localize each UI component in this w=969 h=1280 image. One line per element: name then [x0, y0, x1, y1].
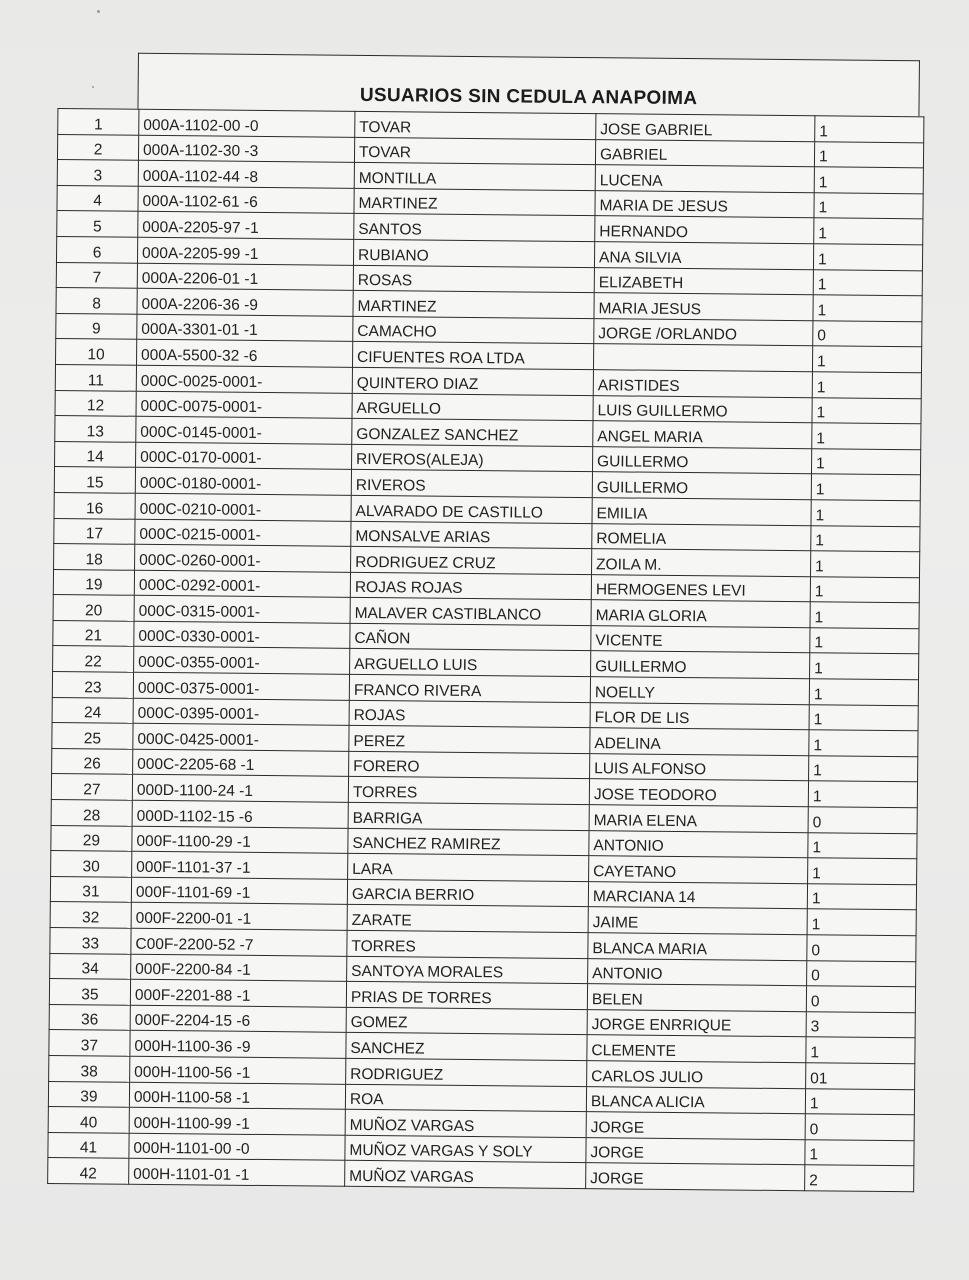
count-value: 1 [809, 756, 918, 783]
cadastral-code: 000A-2205-97 -1 [138, 212, 354, 240]
row-number: 8 [56, 288, 137, 314]
paper-speck [92, 86, 94, 88]
paper-speck [97, 10, 100, 13]
count-value: 1 [811, 551, 920, 578]
count-value: 1 [814, 218, 923, 245]
cadastral-code: 000C-0075-0001- [136, 391, 352, 419]
last-name: TOVAR [355, 111, 596, 139]
row-number: 33 [50, 927, 131, 953]
first-name [593, 344, 812, 372]
document-sheet [47, 52, 926, 1250]
count-value: 1 [810, 628, 919, 655]
row-number: 42 [48, 1158, 129, 1184]
last-name: RIVEROS(ALEJA) [352, 444, 593, 472]
last-name: GARCIA BERRIO [347, 879, 588, 907]
first-name: ANTONIO [588, 958, 807, 986]
cadastral-code: 000A-5500-32 -6 [136, 340, 352, 368]
row-number: 12 [55, 390, 136, 416]
count-value: 1 [809, 679, 918, 706]
first-name: CLEMENTE [587, 1035, 806, 1063]
first-name: JAIME [588, 907, 807, 935]
cadastral-code: 000A-1102-61 -6 [138, 186, 354, 214]
cadastral-code: 000C-0395-0001- [133, 698, 349, 726]
cadastral-code: 000A-2205-99 -1 [137, 237, 353, 265]
last-name: MARTINEZ [354, 188, 595, 216]
cadastral-code: 000C-0170-0001- [136, 442, 352, 470]
first-name: ANGEL MARIA [593, 421, 812, 449]
last-name: SANTOS [354, 214, 595, 242]
count-value: 1 [814, 141, 923, 168]
last-name: FRANCO RIVERA [349, 674, 590, 702]
last-name: BARRIGA [348, 802, 589, 830]
cadastral-code: 000C-0180-0001- [135, 468, 351, 496]
count-value: 1 [810, 653, 919, 680]
count-value: 1 [806, 1037, 915, 1064]
first-name: GUILLERMO [592, 446, 811, 474]
last-name: ARGUELLO LUIS [350, 649, 591, 677]
row-number: 6 [56, 236, 137, 262]
count-value: 1 [814, 193, 923, 220]
first-name: JORGE /ORLANDO [594, 318, 813, 346]
last-name: MONTILLA [354, 163, 595, 191]
row-number: 14 [55, 441, 136, 467]
first-name: BELEN [587, 984, 806, 1012]
cadastral-code: 000A-2206-01 -1 [137, 263, 353, 291]
last-name: SANCHEZ RAMIREZ [348, 828, 589, 856]
count-value: 1 [808, 858, 917, 885]
cadastral-code: C00F-2200-52 -7 [131, 928, 347, 956]
count-value: 1 [807, 909, 916, 936]
row-number: 22 [53, 646, 134, 672]
first-name: FLOR DE LIS [590, 702, 809, 730]
cadastral-code: 000F-2204-15 -6 [130, 1005, 346, 1033]
row-number: 40 [48, 1107, 129, 1133]
cadastral-code: 000H-1101-01 -1 [129, 1159, 345, 1187]
count-value: 1 [811, 500, 920, 527]
last-name: ROJAS [349, 700, 590, 728]
cadastral-code: 000C-0260-0001- [135, 544, 351, 572]
row-number: 35 [49, 979, 130, 1005]
last-name: TOVAR [354, 137, 595, 165]
row-number: 23 [52, 672, 133, 698]
last-name: MONSALVE ARIAS [351, 521, 592, 549]
first-name: MARIA GLORIA [591, 600, 810, 628]
row-number: 20 [53, 595, 134, 621]
row-number: 19 [53, 569, 134, 595]
cadastral-code: 000A-1102-00 -0 [139, 109, 355, 137]
count-value: 0 [808, 807, 917, 834]
first-name: BLANCA MARIA [588, 933, 807, 961]
last-name: QUINTERO DIAZ [352, 367, 593, 395]
count-value: 0 [807, 935, 916, 962]
row-number: 38 [49, 1055, 130, 1081]
row-number: 25 [52, 723, 133, 749]
document-title: USUARIOS SIN CEDULA ANAPOIMA [359, 84, 698, 110]
first-name: GABRIEL [595, 139, 814, 167]
row-number: 34 [50, 953, 131, 979]
cadastral-code: 000F-2200-01 -1 [131, 903, 347, 931]
row-number: 3 [57, 160, 138, 186]
count-value: 2 [805, 1165, 914, 1192]
cadastral-code: 000F-1101-37 -1 [132, 851, 348, 879]
last-name: FORERO [349, 751, 590, 779]
last-name: RIVEROS [351, 470, 592, 498]
last-name: RODRIGUEZ [346, 1058, 587, 1086]
count-value: 3 [806, 1012, 915, 1039]
first-name: MARIA DE JESUS [595, 190, 814, 218]
first-name: MARIA JESUS [594, 293, 813, 321]
count-value: 1 [815, 116, 924, 143]
first-name: ZOILA M. [592, 549, 811, 577]
first-name: HERMOGENES LEVI [591, 574, 810, 602]
row-number: 13 [55, 416, 136, 442]
row-number: 16 [54, 492, 135, 518]
last-name: ARGUELLO [352, 393, 593, 421]
cadastral-code: 000C-0315-0001- [134, 596, 350, 624]
row-number: 11 [55, 364, 136, 390]
row-number: 18 [54, 544, 135, 570]
last-name: LARA [348, 854, 589, 882]
last-name: ROSAS [353, 265, 594, 293]
last-name: ROA [345, 1084, 586, 1112]
row-number: 28 [51, 800, 132, 826]
count-value: 1 [808, 781, 917, 808]
count-value: 1 [809, 730, 918, 757]
first-name: GUILLERMO [591, 651, 810, 679]
title-box [137, 53, 920, 117]
first-name: ROMELIA [592, 523, 811, 551]
cadastral-code: 000F-2200-84 -1 [131, 954, 347, 982]
row-number: 9 [56, 313, 137, 339]
row-number: 10 [56, 339, 137, 365]
last-name: MARTINEZ [353, 291, 594, 319]
row-number: 15 [54, 467, 135, 493]
last-name: SANCHEZ [346, 1033, 587, 1061]
count-value: 1 [813, 269, 922, 296]
count-value: 0 [806, 986, 915, 1013]
count-value: 1 [812, 423, 921, 450]
row-number: 39 [48, 1081, 129, 1107]
last-name: TORRES [348, 777, 589, 805]
cadastral-code: 000A-1102-30 -3 [138, 135, 354, 163]
count-value: 1 [810, 602, 919, 629]
count-value: 1 [808, 832, 917, 859]
count-value: 1 [812, 346, 921, 373]
cadastral-code: 000D-1100-24 -1 [132, 775, 348, 803]
row-number: 21 [53, 620, 134, 646]
last-name: PEREZ [349, 726, 590, 754]
row-number: 26 [52, 748, 133, 774]
last-name: GOMEZ [346, 1007, 587, 1035]
first-name: LUIS ALFONSO [590, 753, 809, 781]
last-name: TORRES [347, 930, 588, 958]
first-name: JORGE [586, 1112, 805, 1140]
first-name: MARIA ELENA [589, 805, 808, 833]
count-value: 01 [806, 1063, 915, 1090]
cadastral-code: 000D-1102-15 -6 [132, 800, 348, 828]
cadastral-code: 000A-1102-44 -8 [138, 160, 354, 188]
cadastral-code: 000C-0425-0001- [133, 724, 349, 752]
cadastral-code: 000H-1100-36 -9 [130, 1031, 346, 1059]
row-number: 30 [51, 851, 132, 877]
last-name: MUÑOZ VARGAS [345, 1161, 586, 1189]
row-number: 27 [51, 774, 132, 800]
cadastral-code: 000H-1101-00 -0 [129, 1133, 345, 1161]
row-number: 7 [56, 262, 137, 288]
first-name: ELIZABETH [594, 267, 813, 295]
row-number: 32 [50, 902, 131, 928]
row-number: 1 [58, 109, 139, 135]
first-name: EMILIA [592, 498, 811, 526]
cadastral-code: 000C-0330-0001- [134, 621, 350, 649]
cadastral-code: 000F-1101-69 -1 [131, 877, 347, 905]
row-number: 24 [52, 697, 133, 723]
last-name: RUBIANO [353, 239, 594, 267]
first-name: VICENTE [591, 626, 810, 654]
cadastral-code: 000F-2201-88 -1 [130, 979, 346, 1007]
last-name: SANTOYA MORALES [347, 956, 588, 984]
first-name: CARLOS JULIO [587, 1061, 806, 1089]
cadastral-code: 000C-0375-0001- [133, 672, 349, 700]
row-number: 29 [51, 825, 132, 851]
first-name: MARCIANA 14 [588, 881, 807, 909]
count-value: 1 [811, 448, 920, 475]
count-value: 1 [812, 397, 921, 424]
cadastral-code: 000C-0292-0001- [134, 570, 350, 598]
count-value: 1 [811, 474, 920, 501]
users-table-body [48, 109, 924, 1192]
users-table [47, 108, 924, 1192]
last-name: MALAVER CASTIBLANCO [350, 598, 591, 626]
first-name: HERNANDO [595, 216, 814, 244]
last-name: ZARATE [347, 905, 588, 933]
row-number: 31 [50, 876, 131, 902]
cadastral-code: 000A-3301-01 -1 [137, 314, 353, 342]
row-number: 4 [57, 185, 138, 211]
count-value: 1 [810, 576, 919, 603]
first-name: ANA SILVIA [594, 242, 813, 270]
row-number: 41 [48, 1132, 129, 1158]
first-name: LUIS GUILLERMO [593, 395, 812, 423]
first-name: GUILLERMO [592, 472, 811, 500]
cadastral-code: 000F-1100-29 -1 [132, 826, 348, 854]
last-name: ROJAS ROJAS [350, 572, 591, 600]
first-name: ADELINA [590, 728, 809, 756]
count-value: 0 [807, 960, 916, 987]
last-name: RODRIGUEZ CRUZ [351, 546, 592, 574]
first-name: ARISTIDES [593, 370, 812, 398]
first-name: JORGE [586, 1137, 805, 1165]
first-name: BLANCA ALICIA [586, 1086, 805, 1114]
count-value: 1 [813, 244, 922, 271]
count-value: 1 [807, 884, 916, 911]
row-number: 17 [54, 518, 135, 544]
count-value: 0 [805, 1114, 914, 1141]
cadastral-code: 000H-1100-58 -1 [129, 1082, 345, 1110]
first-name: JORGE ENRRIQUE [587, 1009, 806, 1037]
count-value: 1 [813, 295, 922, 322]
last-name: GONZALEZ SANCHEZ [352, 418, 593, 446]
cadastral-code: 000A-2206-36 -9 [137, 288, 353, 316]
first-name: JORGE [586, 1163, 805, 1191]
cadastral-code: 000H-1100-56 -1 [130, 1056, 346, 1084]
count-value: 1 [814, 167, 923, 194]
first-name: JOSE TEODORO [589, 779, 808, 807]
last-name: CAÑON [350, 623, 591, 651]
count-value: 1 [811, 525, 920, 552]
last-name: MUÑOZ VARGAS Y SOLY [345, 1135, 586, 1163]
cadastral-code: 000C-0145-0001- [136, 416, 352, 444]
row-number: 2 [57, 134, 138, 160]
last-name: CAMACHO [353, 316, 594, 344]
first-name: CAYETANO [589, 856, 808, 884]
last-name: ALVARADO DE CASTILLO [351, 495, 592, 523]
first-name: JOSE GABRIEL [596, 114, 815, 142]
count-value: 1 [809, 704, 918, 731]
cadastral-code: 000C-0355-0001- [134, 647, 350, 675]
row-number: 36 [49, 1004, 130, 1030]
cadastral-code: 000C-2205-68 -1 [133, 749, 349, 777]
count-value: 1 [805, 1139, 914, 1166]
cadastral-code: 000C-0025-0001- [136, 365, 352, 393]
first-name: ANTONIO [589, 830, 808, 858]
first-name: NOELLY [590, 677, 809, 705]
count-value: 1 [805, 1088, 914, 1115]
cadastral-code: 000C-0210-0001- [135, 493, 351, 521]
last-name: PRIAS DE TORRES [346, 982, 587, 1010]
row-number: 5 [57, 211, 138, 237]
row-number: 37 [49, 1030, 130, 1056]
last-name: CIFUENTES ROA LTDA [352, 342, 593, 370]
count-value: 1 [812, 372, 921, 399]
count-value: 0 [813, 321, 922, 348]
last-name: MUÑOZ VARGAS [345, 1109, 586, 1137]
cadastral-code: 000H-1100-99 -1 [129, 1107, 345, 1135]
cadastral-code: 000C-0215-0001- [135, 519, 351, 547]
first-name: LUCENA [595, 165, 814, 193]
